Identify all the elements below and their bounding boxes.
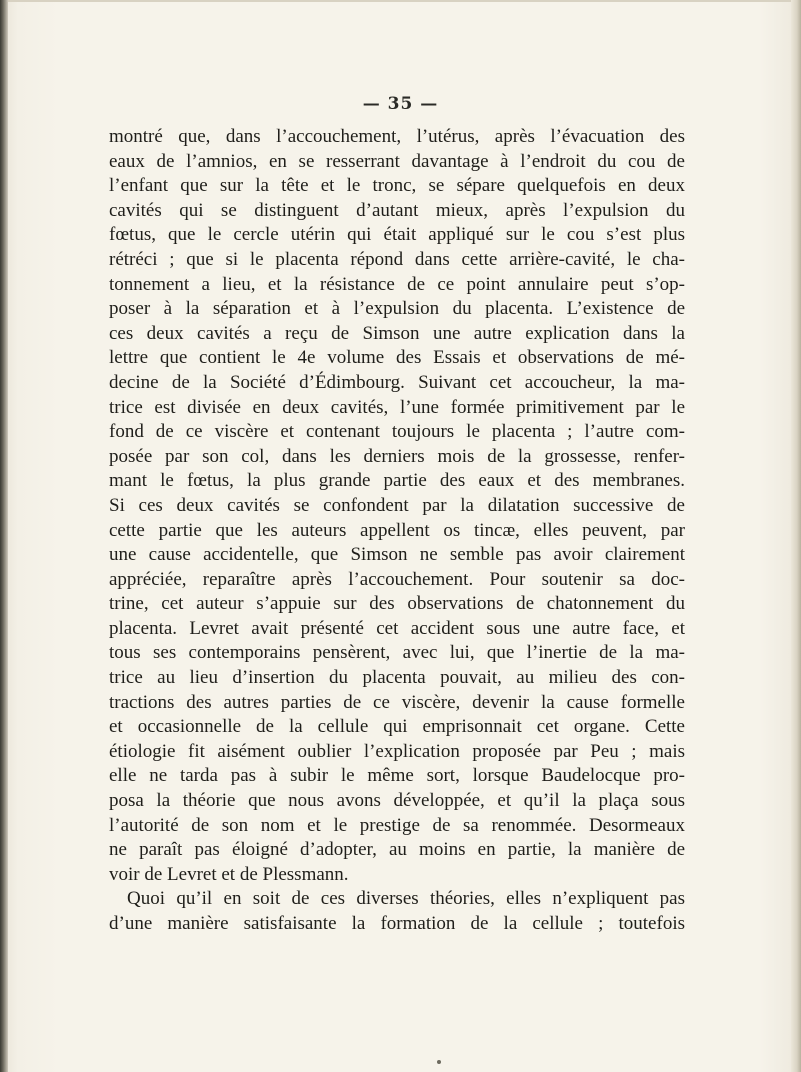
page-top-edge <box>8 0 791 2</box>
page-binding-edge <box>0 0 8 1072</box>
text-line: decine de la Société d’Édimbourg. Suivant cet accoucheur, la ma- <box>109 371 685 393</box>
text-line: d’une manière satisfaisante la formation de la cellule ; toutefois <box>109 913 685 934</box>
text-line: appréciée, reparaître après l’accouchement. Pour soutenir sa doc- <box>109 568 685 590</box>
text-line: trice au lieu d’insertion du placenta pouvait, au milieu des con- <box>109 667 685 689</box>
text-line: Si ces deux cavités se confondent par la dilatation successive de <box>109 494 685 516</box>
text-line: tous ses contemporains pensèrent, avec lui, que l’inertie de la ma- <box>109 642 685 664</box>
text-line: étiologie fit aisément oublier l’explication proposée par Peu ; mais <box>109 740 685 762</box>
text-line: et occasionnelle de la cellule qui emprisonnait cet organe. Cette <box>109 716 685 738</box>
text-line: Quoi qu’il en soit de ces diverses théories, elles n’expliquent pas <box>127 888 685 910</box>
text-line: rétréci ; que si le placenta répond dans cette arrière-cavité, le cha- <box>109 248 685 270</box>
page-right-edge <box>791 0 801 1072</box>
text-line: tractions des autres parties de ce viscère, devenir la cause formelle <box>109 691 685 713</box>
text-line: une cause accidentelle, que Simson ne semble pas avoir clairement <box>109 544 685 566</box>
text-line: lettre que contient le 4e volume des Essais et observations de mé- <box>109 347 685 369</box>
text-line: eaux de l’amnios, en se resserrant davantage à l’endroit du cou de <box>109 150 685 172</box>
text-line: l’enfant que sur la tête et le tronc, se sépare quelquefois en deux <box>109 175 685 197</box>
body-text <box>109 125 685 937</box>
text-line: fond de ce viscère et contenant toujours le placenta ; l’autre com- <box>109 421 685 443</box>
text-line: l’autorité de son nom et le prestige de sa renommée. Desormeaux <box>109 814 685 836</box>
text-line: cavités qui se distinguent d’autant mieux, après l’expulsion du <box>109 199 685 221</box>
text-line: tonnement a lieu, et la résistance de ce point annulaire peut s’op- <box>109 273 685 295</box>
text-line: posa la théorie que nous avons développée, et qu’il la plaça sous <box>109 790 685 812</box>
text-line: fœtus, que le cercle utérin qui était appliqué sur le cou s’est plus <box>109 224 685 246</box>
text-line: placenta. Levret avait présenté cet accident sous une autre face, et <box>109 617 685 639</box>
text-line: trine, cet auteur s’appuie sur des observations de chatonnement du <box>109 593 685 615</box>
text-line: posée par son col, dans les derniers mois de la grossesse, renfer- <box>109 445 685 467</box>
text-line: elle ne tarda pas à subir le même sort, lorsque Baudelocque pro- <box>109 765 685 787</box>
page-number: — 35 — <box>362 94 439 114</box>
text-line: ces deux cavités a reçu de Simson une autre explication dans la <box>109 322 685 344</box>
paper-speck <box>437 1060 441 1064</box>
text-line: montré que, dans l’accouchement, l’utérus, après l’évacuation des <box>109 126 685 147</box>
text-line: poser à la séparation et à l’expulsion du placenta. L’existence de <box>109 298 685 320</box>
text-line: voir de Levret et de Plessmann. <box>109 863 349 885</box>
text-line: mant le fœtus, la plus grande partie des eaux et des membranes. <box>109 470 685 492</box>
text-line: trice est divisée en deux cavités, l’une formée primitivement par le <box>109 396 685 418</box>
text-line: cette partie que les auteurs appellent os tincæ, elles peuvent, par <box>109 519 685 541</box>
text-line: ne paraît pas éloigné d’adopter, au moins en partie, la manière de <box>109 839 685 861</box>
